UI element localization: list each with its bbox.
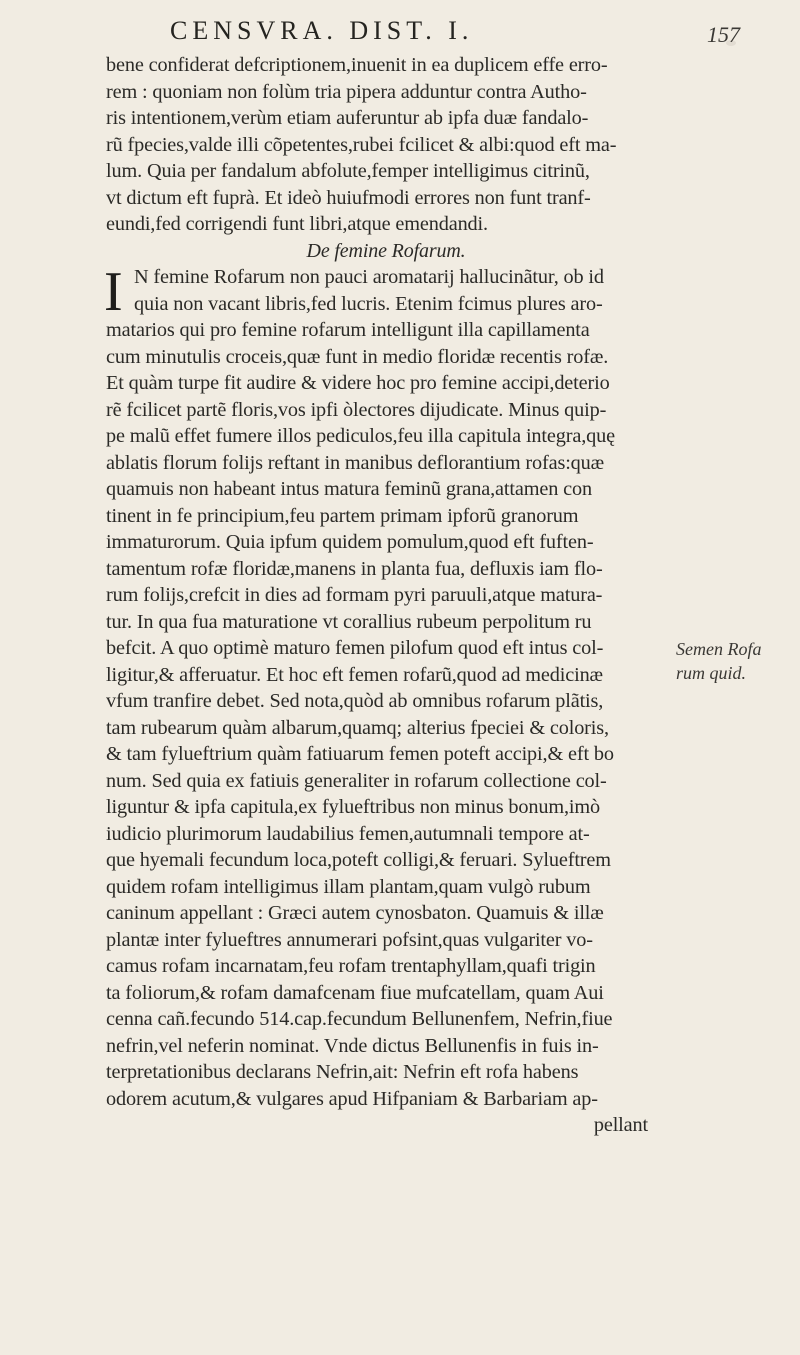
text-line: num. Sed quia ex fatiuis generaliter in rofarum collectione col-	[106, 769, 607, 792]
text-line: ablatis florum folijs reftant in manibus deflorantium rofas:quæ	[106, 451, 605, 474]
margin-note-line: Semen Rofa	[676, 639, 762, 659]
text-line: tinent in fe principium,feu partem primam ipforũ granorum	[106, 504, 579, 527]
page-header	[160, 16, 740, 56]
catchword: pellant	[593, 1114, 648, 1136]
text-line: tamentum rofæ floridæ,manens in planta fua, defluxis iam flo-	[106, 557, 603, 580]
text-line: matarios qui pro femine rofarum intelligunt illa capillamenta	[106, 319, 590, 341]
main-text	[106, 52, 666, 1139]
text-line: ris intentionem,verùm etiam auferuntur ab ipfa duæ fandalo-	[106, 107, 589, 129]
text-line: ligitur,& afferuatur. Et hoc eft femen rofarũ,quod ad medicinæ	[106, 663, 603, 686]
text-line: pe malũ effet fumere illos pediculos,feu illa capitula integra,quę	[106, 425, 615, 447]
text-line: ta foliorum,& rofam damafcenam fiue mufcatellam, quam Aui	[106, 981, 604, 1004]
text-line: rum folijs,crefcit in dies ad formam pyri paruuli,atque matura-	[106, 584, 603, 606]
drop-cap: I	[104, 261, 123, 323]
text-line: odorem acutum,& vulgares apud Hifpaniam & Barbariam ap-	[106, 1087, 598, 1110]
text-line: plantæ inter fylueftres annumerari pofsint,quas vulgariter vo-	[106, 928, 593, 951]
running-title: CENSVRA. DIST. I.	[170, 16, 474, 45]
ink-speck	[726, 40, 736, 46]
text-line: befcit. A quo optimè maturo femen pilofum quod eft intus col-	[106, 637, 604, 659]
ink-speck	[600, 1120, 606, 1126]
text-line: nefrin,vel neferin nominat. Vnde dictus Bellunenfis in fuis in-	[106, 1034, 599, 1057]
text-line: Et quàm turpe fit audire & videre hoc pro femine accipi,deterio	[106, 372, 610, 394]
text-line: tur. In qua fua maturatione vt corallius rubeum perpolitum ru	[106, 610, 592, 633]
text-line: quia non vacant libris,fed lucris. Etenim fcimus plures aro-	[134, 292, 603, 315]
text-line: rũ fpecies,valde illi cõpetentes,rubei fcilicet & albi:quod eft ma-	[106, 133, 617, 156]
text-line: rẽ fcilicet partẽ floris,vos ipfi òlectores dijudicate. Minus quip-	[106, 398, 607, 421]
paragraph-rose-seed	[104, 261, 666, 1112]
section-heading: De femine Rofarum.	[306, 239, 466, 262]
text-line: quidem rofam intelligimus illam plantam,quam vulgò rubum	[106, 875, 591, 898]
text-line: iudicio plurimorum laudabilius femen,autumnali tempore at-	[106, 822, 590, 845]
text-line: caninum appellant : Græci autem cynosbaton. Quamuis & illæ	[106, 902, 604, 924]
text-line: vfum tranfire debet. Sed nota,quòd ab omnibus rofarum plãtis,	[106, 690, 604, 712]
page-number: 157	[707, 22, 740, 47]
text-line: lum. Quia per fandalum abfolute,femper intelligimus citrinũ,	[106, 160, 590, 182]
text-line: liguntur & ipfa capitula,ex fylueftribus non minus bonum,imò	[106, 796, 601, 818]
text-line: N femine Rofarum non pauci aromatarij hallucinãtur, ob id	[134, 266, 604, 288]
text-line: vt dictum eft fuprà. Et ideò huiufmodi errores non funt tranf-	[106, 186, 591, 209]
margin-note	[676, 637, 796, 685]
text-line: camus rofam incarnatam,feu rofam trentaphyllam,quafi trigin	[106, 955, 596, 977]
text-line: terpretationibus declarans Nefrin,ait: Nefrin eft rofa habens	[106, 1061, 579, 1083]
text-line: cenna cañ.fecundo 514.cap.fecundum Bellunenfem, Nefrin,fiue	[106, 1008, 613, 1030]
text-line: tam rubearum quàm albarum,quamq; alterius fpeciei & coloris,	[106, 716, 609, 739]
text-line: que hyemali fecundum loca,poteft colligi,& feruari. Sylueftrem	[106, 849, 611, 871]
paragraph-censure	[106, 52, 666, 238]
text-line: bene confiderat defcriptionem,inuenit in ea duplicem effe erro-	[106, 54, 608, 76]
margin-note-line: rum quid.	[676, 663, 747, 683]
text-line: quamuis non habeant intus matura feminũ grana,attamen con	[106, 478, 592, 500]
text-line: & tam fylueftrium quàm fatiuarum femen poteft accipi,& eft bo	[106, 743, 614, 765]
text-line: rem : quoniam non folùm tria pipera adduntur contra Autho-	[106, 80, 587, 103]
text-line: eundi,fed corrigendi funt libri,atque emendandi.	[106, 213, 488, 235]
text-line: cum minutulis croceis,quæ funt in medio floridæ recentis rofæ.	[106, 345, 609, 368]
text-line: immaturorum. Quia ipfum quidem pomulum,quod eft fuften-	[106, 531, 594, 553]
